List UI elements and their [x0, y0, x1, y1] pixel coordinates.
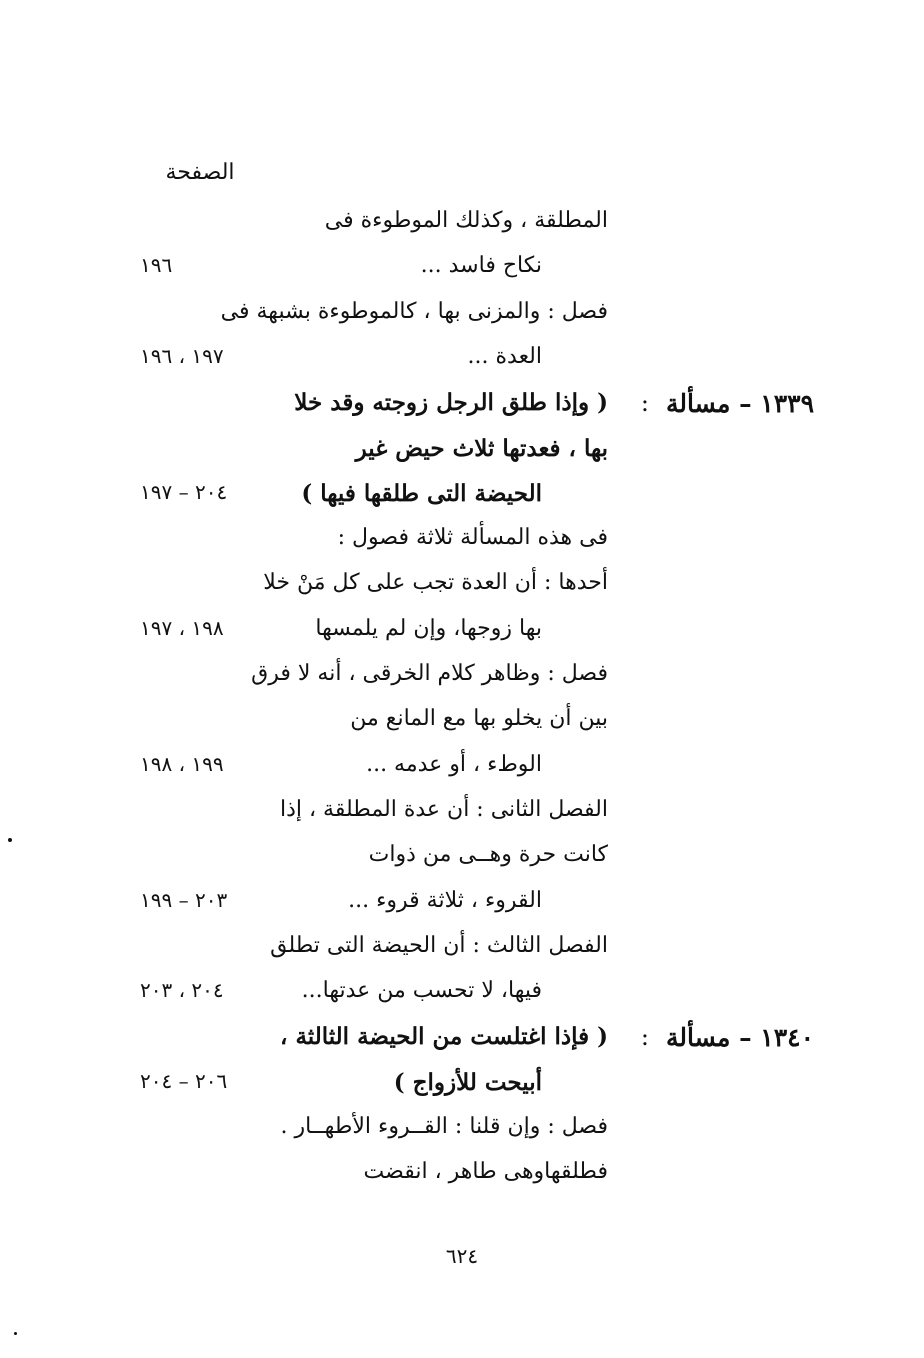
- scan-speck: [8, 838, 12, 842]
- index-row: [0, 1069, 924, 1115]
- index-row: [0, 389, 924, 435]
- entry-colon: :: [640, 389, 649, 418]
- entry-text: فصل : وظاهر كلام الخرقى ، أنه لا فرق: [251, 661, 608, 686]
- index-row: [0, 1023, 924, 1069]
- entry-text: الوطء ، أو عدمه ...: [366, 751, 542, 777]
- entry-text: فيها، لا تحسب من عدتها...: [301, 978, 542, 1004]
- index-row: [0, 842, 924, 888]
- entry-text: فى هذه المسألة ثلاثة فصول :: [337, 525, 608, 551]
- index-row: [0, 570, 924, 616]
- entry-text: العدة ...: [467, 343, 542, 369]
- index-row: [0, 480, 924, 526]
- entry-pages: ٢٠٤ – ١٩٧: [140, 479, 228, 504]
- index-row: [0, 752, 924, 798]
- entry-text: بها ، فعدتها ثلاث حيض غير: [355, 434, 608, 462]
- index-row: [0, 888, 924, 934]
- page-column-header: الصفحة: [165, 160, 235, 185]
- entry-text: ( فإذا اغتلست من الحيضة الثالثة ،: [280, 1023, 608, 1051]
- index-row: [0, 253, 924, 299]
- index-row: [0, 299, 924, 345]
- entry-text: فطلقهاوهى طاهر ، انقضت: [363, 1159, 608, 1185]
- entry-text: الفصل الثالث : أن الحيضة التى تطلق: [270, 932, 608, 958]
- entry-pages: ١٩٨ ، ١٩٧: [140, 615, 224, 640]
- index-row: [0, 525, 924, 571]
- scan-speck: [14, 1332, 17, 1335]
- index-row: [0, 933, 924, 979]
- entry-text: فصل : والمزنى بها ، كالموطوءة بشبهة فى: [220, 298, 608, 324]
- entry-text: القروء ، ثلاثة قروء ...: [348, 887, 542, 913]
- index-row: [0, 344, 924, 390]
- entry-pages: ٢٠٣ – ١٩٩: [140, 887, 228, 912]
- entry-text: بين أن يخلو بها مع المانع من: [350, 706, 608, 732]
- index-row: [0, 435, 924, 481]
- entry-text: نكاح فاسد ...: [420, 253, 542, 279]
- page-number: ٦٢٤: [445, 1244, 479, 1268]
- entry-pages: ٢٠٤ ، ٢٠٣: [140, 978, 224, 1003]
- entry-pages: ٢٠٦ – ٢٠٤: [140, 1068, 228, 1093]
- entry-text: المطلقة ، وكذلك الموطوءة فى: [324, 208, 608, 233]
- entry-text: أبيحت للأزواج ): [393, 1068, 542, 1096]
- index-row: [0, 797, 924, 843]
- entry-pages: ١٩٦: [140, 253, 173, 278]
- index-row: [0, 208, 924, 254]
- entry-pages: ١٩٧ ، ١٩٦: [140, 343, 224, 368]
- entry-text: الفصل الثانى : أن عدة المطلقة ، إذا: [279, 796, 608, 822]
- entry-text: الحيضة التى طلقها فيها ): [301, 479, 542, 507]
- index-row: [0, 706, 924, 752]
- entry-text: أحدها : أن العدة تجب على كل مَنْ خلا: [263, 570, 608, 596]
- entry-text: كانت حرة وهــى من ذوات: [368, 842, 608, 868]
- index-row: [0, 616, 924, 662]
- entry-text: بها زوجها، وإن لم يلمسها: [315, 615, 542, 641]
- index-row: [0, 1114, 924, 1160]
- index-row: [0, 1159, 924, 1205]
- entry-pages: ١٩٩ ، ١٩٨: [140, 751, 224, 776]
- entry-colon: :: [640, 1023, 649, 1052]
- index-row: [0, 978, 924, 1024]
- entry-text: فصل : وإن قلنا : القــروء الأطهــار .: [280, 1114, 608, 1139]
- entry-number: ١٣٤٠ – مسألة: [666, 1023, 814, 1053]
- entry-number: ١٣٣٩ – مسألة: [666, 389, 814, 419]
- index-row: [0, 661, 924, 707]
- entry-text: ( وإذا طلق الرجل زوجته وقد خلا: [294, 389, 608, 417]
